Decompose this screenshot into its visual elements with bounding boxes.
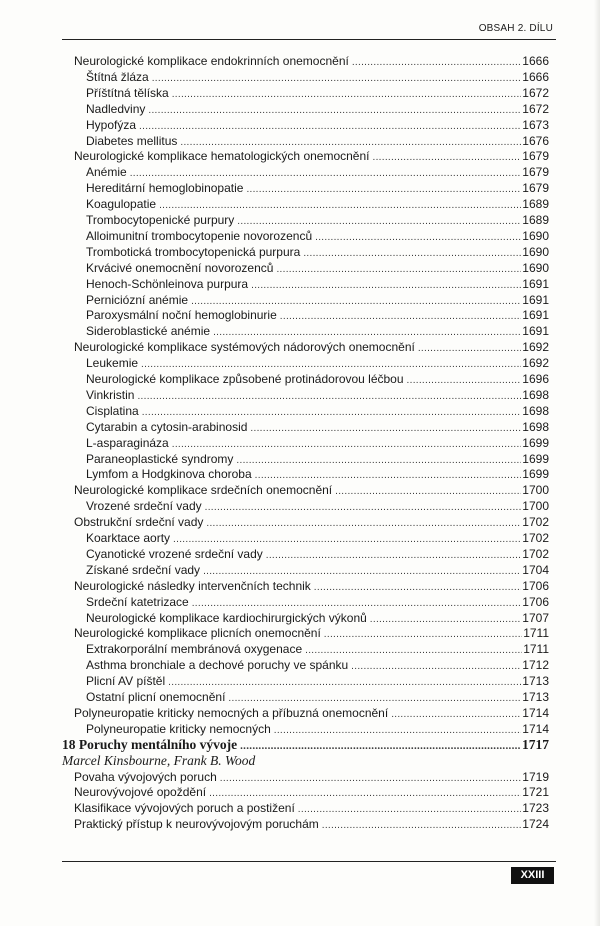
toc-section-entry[interactable] — [74, 54, 549, 70]
toc-section-entry[interactable] — [74, 785, 549, 801]
toc-section-entry[interactable] — [74, 340, 549, 356]
dot-leader — [236, 454, 521, 468]
toc-chapter-entry[interactable] — [62, 738, 549, 753]
toc-entry-title: Povaha vývojových poruch — [74, 769, 217, 784]
toc-section-entry[interactable] — [74, 149, 549, 165]
toc-section-entry[interactable] — [74, 770, 549, 786]
toc-subsection-entry[interactable] — [86, 467, 549, 483]
toc-entry-title: Koagulopatie — [86, 197, 157, 212]
dot-leader — [237, 215, 521, 229]
toc-page-number: 1719 — [522, 769, 549, 784]
dot-leader — [172, 88, 522, 102]
toc-subsection-entry[interactable] — [86, 356, 549, 372]
toc-subsection-entry[interactable] — [86, 452, 549, 468]
dot-leader — [206, 517, 521, 531]
dot-leader — [191, 295, 521, 309]
toc-entry-title: Neurologické komplikace systémových nádorových onemocnění — [74, 340, 415, 355]
toc-page-number: 1692 — [522, 356, 549, 371]
toc-entry-title: Polyneuropatie kriticky nemocných a příbuzná onemocnění — [74, 705, 389, 720]
toc-entry-title: Trombotická trombocytopenická purpura — [86, 244, 301, 259]
toc-subsection-entry[interactable] — [86, 531, 549, 547]
toc-page-number: 1698 — [522, 387, 549, 402]
toc-page-number: 1666 — [522, 54, 549, 68]
dot-leader — [255, 469, 522, 483]
dot-leader — [314, 581, 522, 595]
toc-entry-title: Polyneuropatie kriticky nemocných — [86, 721, 271, 736]
toc-page-number: 1724 — [522, 817, 549, 832]
toc-subsection-entry[interactable] — [86, 86, 549, 102]
toc-page-number: 1713 — [522, 690, 549, 704]
toc-entry-title: Získané srdeční vady — [86, 562, 201, 577]
dot-leader — [418, 342, 521, 356]
dot-leader — [142, 406, 522, 420]
toc-subsection-entry[interactable] — [86, 420, 549, 436]
dot-leader — [246, 183, 521, 197]
dot-leader — [172, 438, 522, 452]
toc-page-number: 1699 — [522, 451, 549, 466]
toc-page-number: 1698 — [522, 419, 549, 434]
dot-leader — [274, 724, 522, 738]
dot-leader — [240, 739, 521, 753]
dot-leader — [335, 485, 521, 499]
toc-subsection-entry[interactable] — [86, 134, 549, 150]
dot-leader — [141, 358, 521, 372]
page-edge-shadow — [594, 0, 600, 926]
dot-leader — [251, 279, 521, 293]
toc-subsection-entry[interactable] — [86, 372, 549, 388]
toc-page-number: 1712 — [522, 658, 549, 673]
toc-page-number: 1699 — [522, 467, 549, 482]
toc-subsection-entry[interactable] — [86, 261, 549, 277]
toc-page-number: 1699 — [522, 435, 549, 450]
toc-subsection-entry[interactable] — [86, 674, 549, 690]
toc-entry-title: Henoch-Schönleinova purpura — [86, 276, 249, 291]
dot-leader — [305, 644, 522, 658]
toc-subsection-entry[interactable] — [86, 229, 549, 245]
dot-leader — [391, 708, 521, 722]
dot-leader — [373, 151, 522, 165]
toc-page-number: 1700 — [522, 483, 549, 498]
toc-entry-title: Hypofýza — [86, 117, 137, 132]
toc-page-number: 1673 — [522, 117, 549, 132]
toc-entry-title: Obstrukční srdeční vady — [74, 515, 204, 530]
dot-leader — [192, 597, 522, 611]
toc-page-number: 1690 — [522, 244, 549, 259]
dot-leader — [303, 247, 521, 261]
toc-page-number: 1676 — [522, 133, 549, 148]
toc-subsection-entry[interactable] — [86, 245, 549, 261]
toc-page-number: 1704 — [522, 562, 549, 577]
toc-page-number: 1689 — [522, 197, 549, 212]
toc-entry-title: Neurologické komplikace způsobené protinádorovou léčbou — [86, 372, 404, 386]
dot-leader — [351, 660, 521, 674]
toc-entry-title: Paraneoplastické syndromy — [86, 451, 234, 466]
dot-leader — [228, 692, 521, 706]
dot-leader — [209, 787, 521, 801]
toc-page-number: 1672 — [522, 101, 549, 116]
dot-leader — [407, 374, 522, 388]
toc-page-number: 1691 — [522, 308, 549, 323]
toc-page-number: 1692 — [522, 340, 549, 355]
toc-subsection-entry[interactable] — [86, 642, 549, 658]
toc-subsection-entry[interactable] — [86, 722, 549, 738]
dot-leader — [276, 263, 521, 277]
toc-entry-title: Trombocytopenické purpury — [86, 213, 235, 227]
dot-leader — [205, 501, 522, 515]
dot-leader — [220, 772, 522, 786]
toc-section-entry[interactable] — [74, 817, 549, 833]
dot-leader — [139, 120, 521, 134]
toc-page-number: 1691 — [522, 276, 549, 291]
toc-page-number: 1714 — [522, 705, 549, 720]
toc-section-entry[interactable] — [74, 483, 549, 499]
dot-leader — [298, 803, 522, 817]
toc-subsection-entry[interactable] — [86, 595, 549, 611]
toc-page-number: 1690 — [522, 260, 549, 275]
toc-subsection-entry[interactable] — [86, 404, 549, 420]
dot-leader — [159, 199, 521, 213]
toc-page-number: 1679 — [522, 149, 549, 164]
toc-entry-title: Neurovývojové opoždění — [74, 785, 207, 800]
toc-page-number: 1679 — [522, 181, 549, 196]
toc-section-entry[interactable] — [74, 579, 549, 595]
toc-section-entry[interactable] — [74, 706, 549, 722]
toc-entry-title: L-asparagináza — [86, 435, 169, 450]
toc-entry-title: Krvácivé onemocnění novorozenců — [86, 260, 274, 275]
toc-page-number: 1721 — [522, 785, 549, 800]
toc-subsection-entry[interactable] — [86, 308, 549, 324]
toc-entry-title: Neurologické komplikace hematologických onemocnění — [74, 149, 370, 164]
toc-page-number: 1702 — [522, 531, 549, 545]
toc-entry-title: Plicní AV píštěl — [86, 674, 166, 689]
toc-entry-title: Štítná žláza — [86, 69, 149, 84]
toc-subsection-entry[interactable] — [86, 293, 549, 309]
dot-leader — [180, 136, 521, 150]
toc-entry-title: Lymfom a Hodgkinova choroba — [86, 467, 252, 482]
toc-entry-title: Alloimunitní trombocytopenie novorozenců — [86, 228, 313, 243]
toc-entry-title: Koarktace aorty — [86, 531, 171, 545]
toc-subsection-entry[interactable] — [86, 197, 549, 213]
toc-page-number: 1713 — [522, 674, 549, 689]
toc-entry-title: Neurologické komplikace kardiochirurgických výkonů — [86, 610, 367, 625]
toc-subsection-entry[interactable] — [86, 499, 549, 515]
toc-subsection-entry[interactable] — [86, 611, 549, 627]
toc-entry-title: Leukemie — [86, 356, 139, 371]
toc-subsection-entry[interactable] — [86, 277, 549, 293]
toc-entry-title: Cytarabin a cytosin-arabinosid — [86, 419, 248, 434]
dot-leader — [130, 167, 522, 181]
toc-page-number: 1698 — [522, 403, 549, 418]
dot-leader — [168, 676, 521, 690]
toc-page-number: 1717 — [522, 736, 549, 752]
toc-page-number: 1672 — [522, 85, 549, 100]
dot-leader — [280, 310, 522, 324]
toc-entry-title: Cisplatina — [86, 403, 139, 418]
toc-entry-title: Sideroblastické anémie — [86, 324, 211, 339]
toc-entry-title: Klasifikace vývojových poruch a postižení — [74, 801, 295, 816]
dot-leader — [266, 549, 522, 563]
toc-entry-title: Asthma bronchiale a dechové poruchy ve spánku — [86, 658, 349, 673]
toc-page-number: 1723 — [522, 801, 549, 816]
toc-section-entry[interactable] — [74, 626, 549, 642]
toc-page-number: 1706 — [522, 578, 549, 593]
toc-entry-title: Perniciózní anémie — [86, 292, 189, 307]
toc-page-number: 1707 — [522, 610, 549, 625]
toc-subsection-entry[interactable] — [86, 436, 549, 452]
dot-leader — [315, 231, 521, 245]
toc-page-number: 1706 — [522, 594, 549, 609]
toc-entry-title: Extrakorporální membránová oxygenace — [86, 642, 303, 657]
toc-page-number: 1711 — [523, 626, 549, 641]
toc-page-number: 1666 — [522, 69, 549, 84]
toc-subsection-entry[interactable] — [86, 102, 549, 118]
toc-subsection-entry[interactable] — [86, 690, 549, 706]
toc-entry-title: Neurologické komplikace endokrinních onemocnění — [74, 54, 349, 68]
toc-entry-title: Neurologické komplikace srdečních onemocnění — [74, 483, 333, 498]
toc-subsection-entry[interactable] — [86, 388, 549, 404]
toc-entry-title: Vinkristin — [86, 387, 135, 402]
toc-entry-title: Cyanotické vrozené srdeční vady — [86, 546, 263, 561]
toc-page-number: 1690 — [522, 228, 549, 243]
footer-rule — [62, 861, 556, 862]
toc-subsection-entry[interactable] — [86, 563, 549, 579]
dot-leader — [152, 72, 522, 86]
toc-subsection-entry[interactable] — [86, 547, 549, 563]
toc-page-number: 1711 — [523, 642, 549, 657]
header-rule — [62, 39, 556, 40]
toc-section-entry[interactable] — [74, 801, 549, 817]
dot-leader — [322, 819, 522, 833]
toc-entry-title: Neurologické komplikace plicních onemocnění — [74, 626, 321, 641]
toc-entry-title: Nadledviny — [86, 101, 146, 116]
dot-leader — [250, 422, 521, 436]
toc-section-entry[interactable] — [74, 515, 549, 531]
toc-page-number: 1714 — [522, 721, 549, 736]
toc-entry-title: Příštítná tělíska — [86, 85, 169, 100]
toc-page-number: 1691 — [522, 324, 549, 339]
toc-entry-title: Ostatní plicní onemocnění — [86, 690, 226, 704]
toc-subsection-entry[interactable] — [86, 324, 549, 340]
dot-leader — [352, 56, 521, 70]
toc-entry-title: Srdeční katetrizace — [86, 594, 189, 609]
toc-page-number: 1679 — [522, 165, 549, 180]
toc-page-number: 1689 — [522, 213, 549, 227]
dot-leader — [324, 628, 522, 642]
dot-leader — [137, 390, 521, 404]
toc-subsection-entry[interactable] — [86, 213, 549, 229]
toc-entry-title: Vrozené srdeční vady — [86, 499, 202, 514]
toc-entry-title: Paroxysmální noční hemoglobinurie — [86, 308, 277, 323]
dot-leader — [173, 533, 521, 547]
running-header: OBSAH 2. DÍLU — [478, 23, 553, 34]
dot-leader — [203, 565, 521, 579]
toc-page-number: 1702 — [522, 515, 549, 530]
toc-subsection-entry[interactable] — [86, 165, 549, 181]
page-number: XXIII — [511, 867, 554, 884]
toc-entry-title: Hereditární hemoglobinopatie — [86, 181, 244, 196]
dot-leader — [213, 326, 521, 340]
toc-entry-title: Anémie — [86, 165, 127, 180]
toc-entry-title: Praktický přístup k neurovývojovým poruchám — [74, 817, 319, 832]
dot-leader — [370, 613, 522, 627]
toc-page-number: 1702 — [522, 546, 549, 561]
toc-subsection-entry[interactable] — [86, 70, 549, 86]
toc-entry-title: 18 Poruchy mentálního vývoje — [62, 736, 238, 752]
toc-subsection-entry[interactable] — [86, 118, 549, 134]
toc-entry-title: Diabetes mellitus — [86, 133, 178, 148]
dot-leader — [148, 104, 521, 118]
toc-page-number: 1696 — [522, 372, 549, 386]
toc-page-number: 1700 — [522, 499, 549, 514]
chapter-authors: Marcel Kinsbourne, Frank B. Wood — [62, 752, 256, 768]
toc-entry-title: Neurologické následky intervenčních technik — [74, 578, 311, 593]
toc-page-number: 1691 — [522, 292, 549, 307]
toc-subsection-entry[interactable] — [86, 181, 549, 197]
toc-subsection-entry[interactable] — [86, 658, 549, 674]
